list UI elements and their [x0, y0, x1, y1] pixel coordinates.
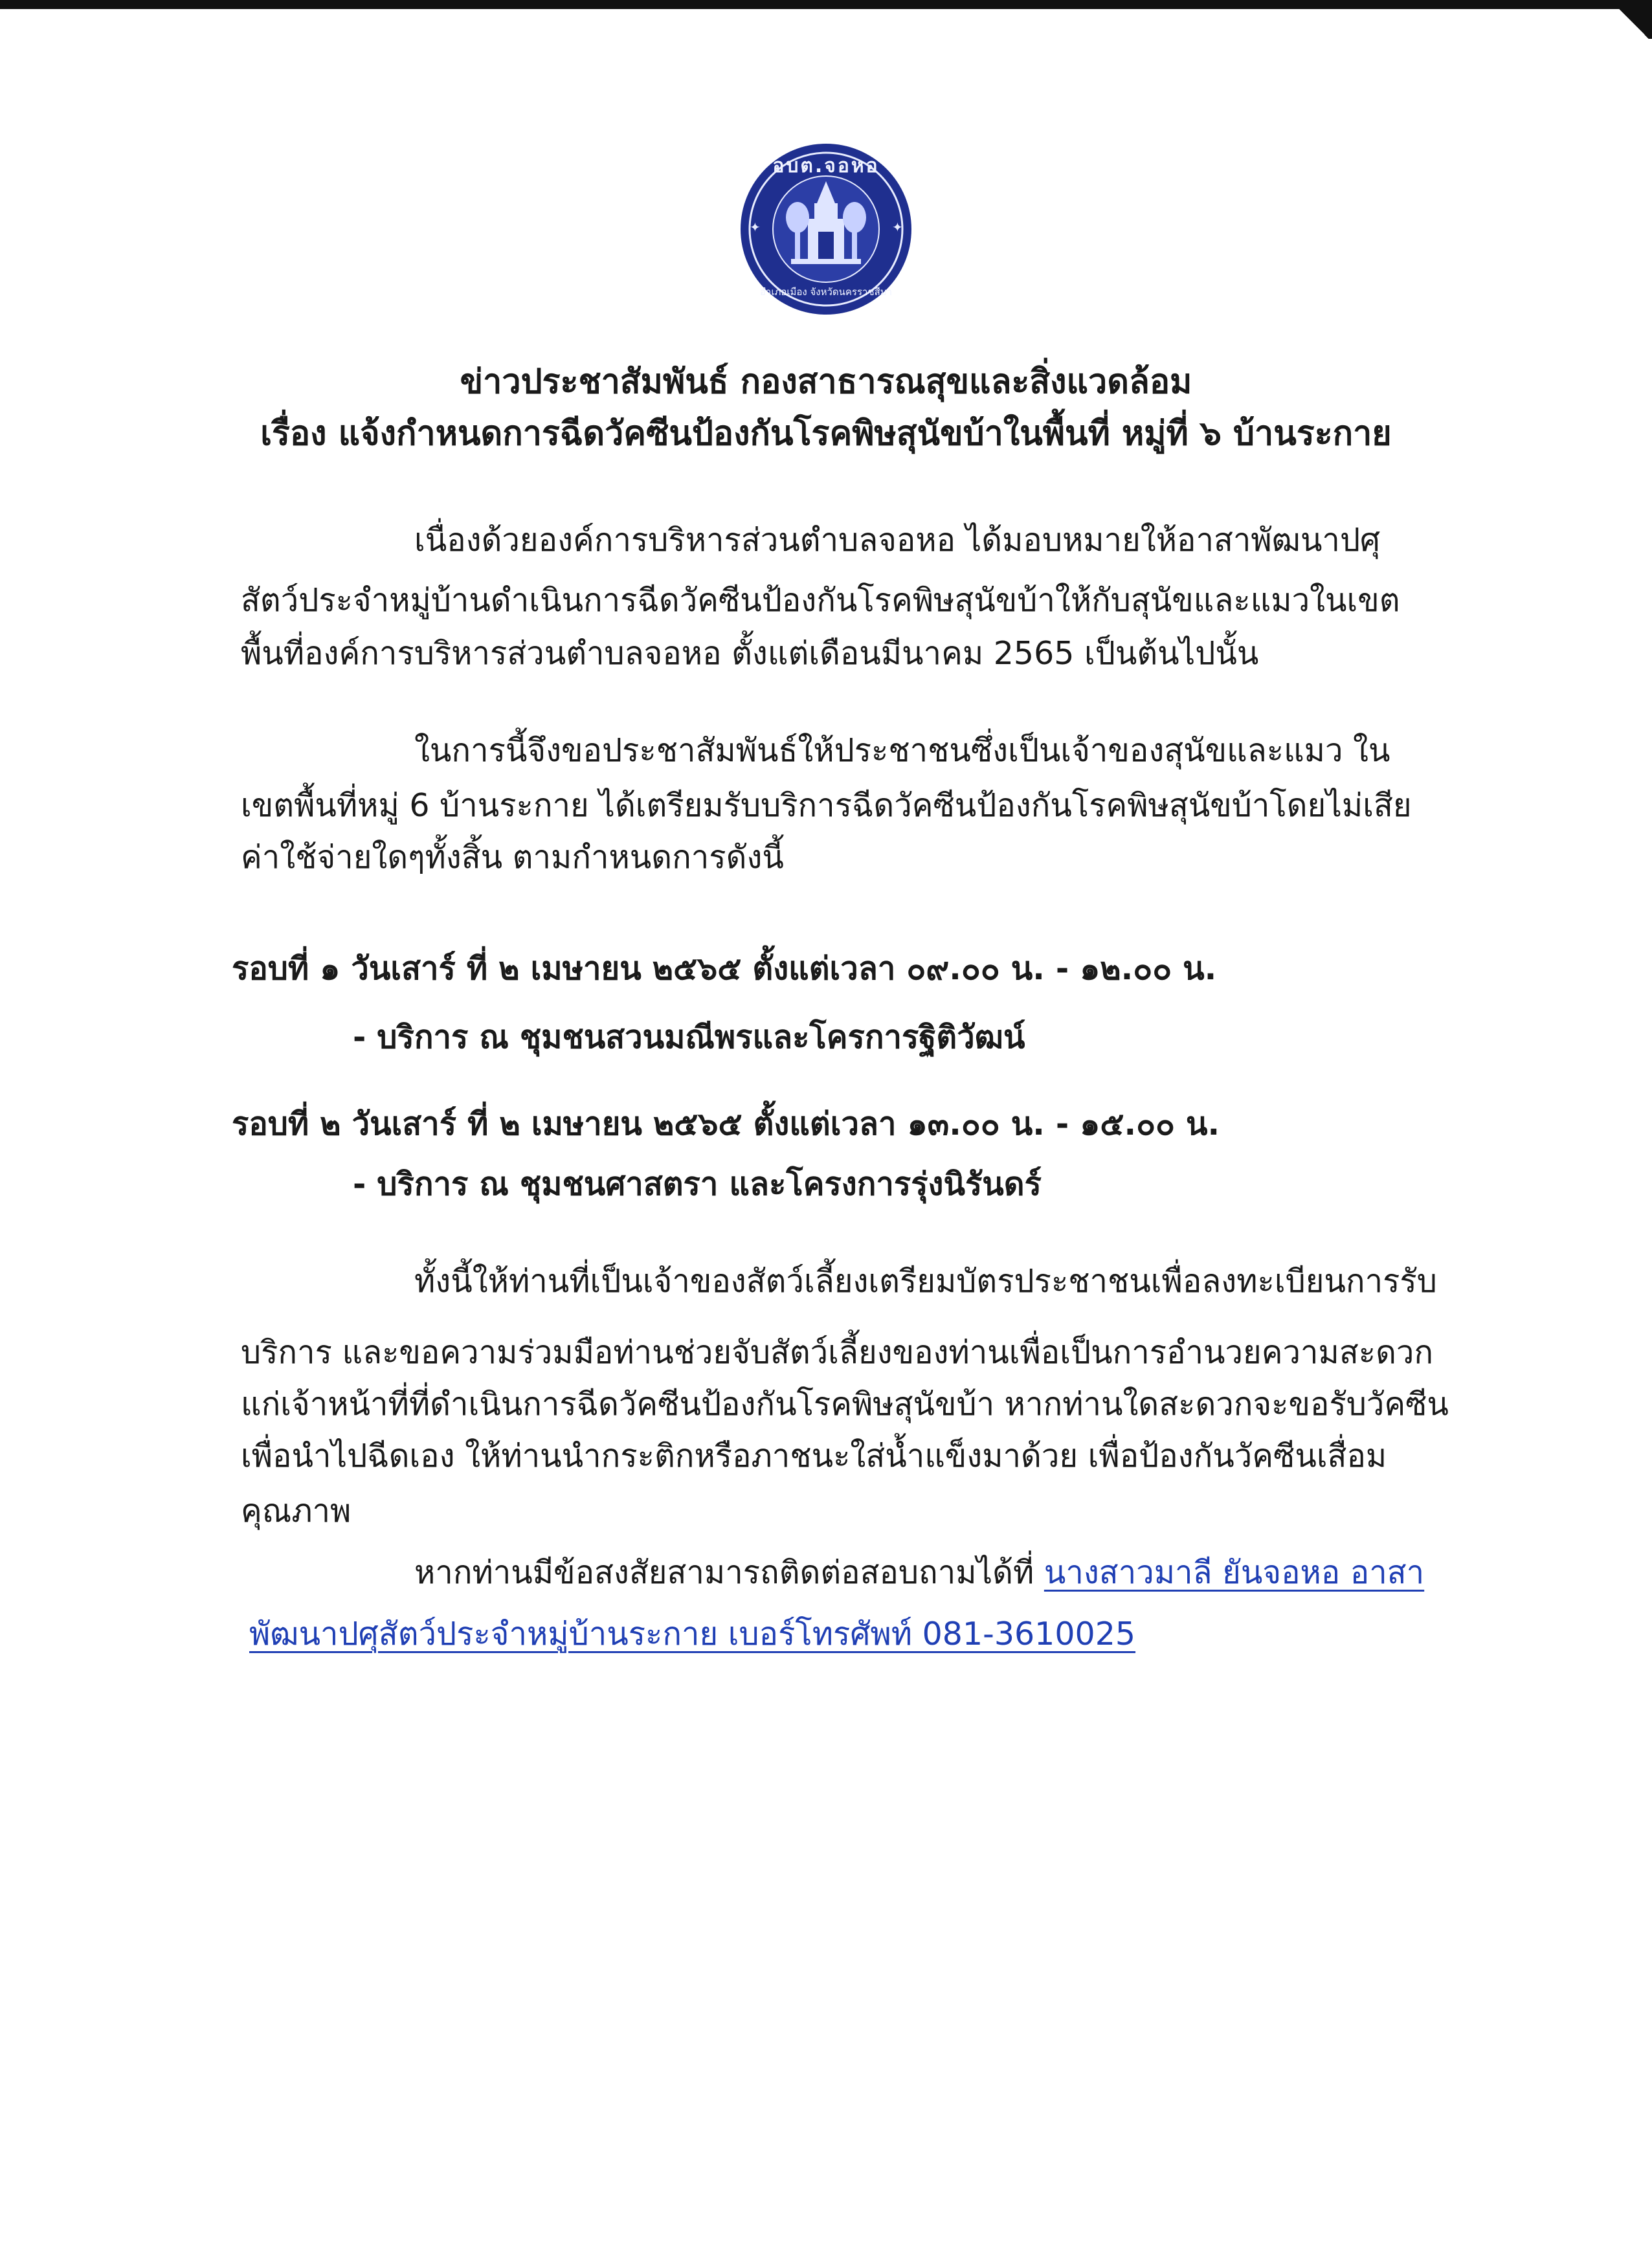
paragraph-3-line-2: บริการ และขอความร่วมมือท่านช่วยจับสัตว์เลี้ยงของท่านเพื่อเป็นการอำนวยความสะดวก	[241, 1334, 1434, 1371]
announcement-title: ข่าวประชาสัมพันธ์ กองสาธารณสุขและสิ่งแวดล้อม	[460, 362, 1192, 401]
logo-bottom-text: อำเภอเมือง จังหวัดนครราชสีมา	[759, 286, 893, 298]
schedule-round-1: รอบที่ ๑ วันเสาร์ ที่ ๒ เมษายน ๒๕๖๕ ตั้งแต่เวลา ๐๙.๐๐ น. - ๑๒.๐๐ น.	[232, 950, 1217, 987]
announcement-subject: เรื่อง แจ้งกำหนดการฉีดวัคซีนป้องกันโรคพิษสุนัขบ้าในพื้นที่ หมู่ที่ ๖ บ้านระกาย	[260, 414, 1392, 453]
scan-edge-top	[0, 0, 1652, 9]
paragraph-3-line-5: คุณภาพ	[241, 1493, 352, 1529]
paragraph-2-line-1: ในการนี้จึงขอประชาสัมพันธ์ให้ประชาชนซึ่งเป็นเจ้าของสุนัขและแมว ใน	[414, 732, 1390, 769]
paragraph-3-line-4: เพื่อนำไปฉีดเอง ให้ท่านนำกระติกหรือภาชนะใส่น้ำแข็งมาด้วย เพื่อป้องกันวัคซีนเสื่อม	[241, 1438, 1387, 1474]
logo-top-text: อบต.จอหอ	[772, 155, 880, 177]
scan-edge-corner	[1607, 0, 1652, 39]
contact-intro: หากท่านมีข้อสงสัยสามารถติดต่อสอบถามได้ที่	[414, 1554, 1044, 1591]
svg-text:✦: ✦	[892, 219, 903, 235]
schedule-round-1-location: - บริการ ณ ชุมชนสวนมณีพรและโครการฐิติวัฒน์	[353, 1019, 1025, 1056]
paragraph-2-line-2: เขตพื้นที่หมู่ 6 บ้านระกาย ได้เตรียมรับบริการฉีดวัคซีนป้องกันโรคพิษสุนัขบ้าโดยไม่เสีย	[241, 787, 1412, 824]
paragraph-2-line-3: ค่าใช้จ่ายใดๆทั้งสิ้น ตามกำหนดการดังนี้	[241, 839, 784, 876]
paragraph-1-line-3: พื้นที่องค์การบริหารส่วนตำบลจอหอ ตั้งแต่เดือนมีนาคม 2565 เป็นต้นไปนั้น	[241, 635, 1259, 672]
contact-phone-link[interactable]: พัฒนาปศุสัตว์ประจำหมู่บ้านระกาย เบอร์โทรศัพท์ 081-3610025	[249, 1616, 1136, 1652]
paragraph-1-line-1: เนื่องด้วยองค์การบริหารส่วนตำบลจอหอ ได้มอบหมายให้อาสาพัฒนาปศุ	[414, 522, 1381, 559]
schedule-round-2-location: - บริการ ณ ชุมชนศาสตรา และโครงการรุ่งนิรันดร์	[353, 1166, 1042, 1203]
svg-text:✦: ✦	[750, 219, 761, 235]
contact-line-2	[249, 1612, 1135, 1657]
paragraph-1-line-2: สัตว์ประจำหมู่บ้านดำเนินการฉีดวัคซีนป้องกันโรคพิษสุนัขบ้าให้กับสุนัขและแมวในเขต	[241, 582, 1400, 619]
contact-person-link[interactable]: นางสาวมาลี ยันจอหอ อาสา	[1044, 1554, 1425, 1591]
schedule-round-2: รอบที่ ๒ วันเสาร์ ที่ ๒ เมษายน ๒๕๖๕ ตั้งแต่เวลา ๑๓.๐๐ น. - ๑๕.๐๐ น.	[232, 1106, 1220, 1142]
paragraph-3-line-1: ทั้งนี้ให้ท่านที่เป็นเจ้าของสัตว์เลี้ยงเตรียมบัตรประชาชนเพื่อลงทะเบียนการรับ	[414, 1263, 1437, 1300]
paragraph-3-line-3: แก่เจ้าหน้าที่ที่ดำเนินการฉีดวัคซีนป้องกันโรคพิษสุนัขบ้า หากท่านใดสะดวกจะขอรับวัคซีน	[241, 1386, 1449, 1423]
organization-logo	[738, 141, 914, 317]
contact-line-1	[414, 1550, 1424, 1595]
